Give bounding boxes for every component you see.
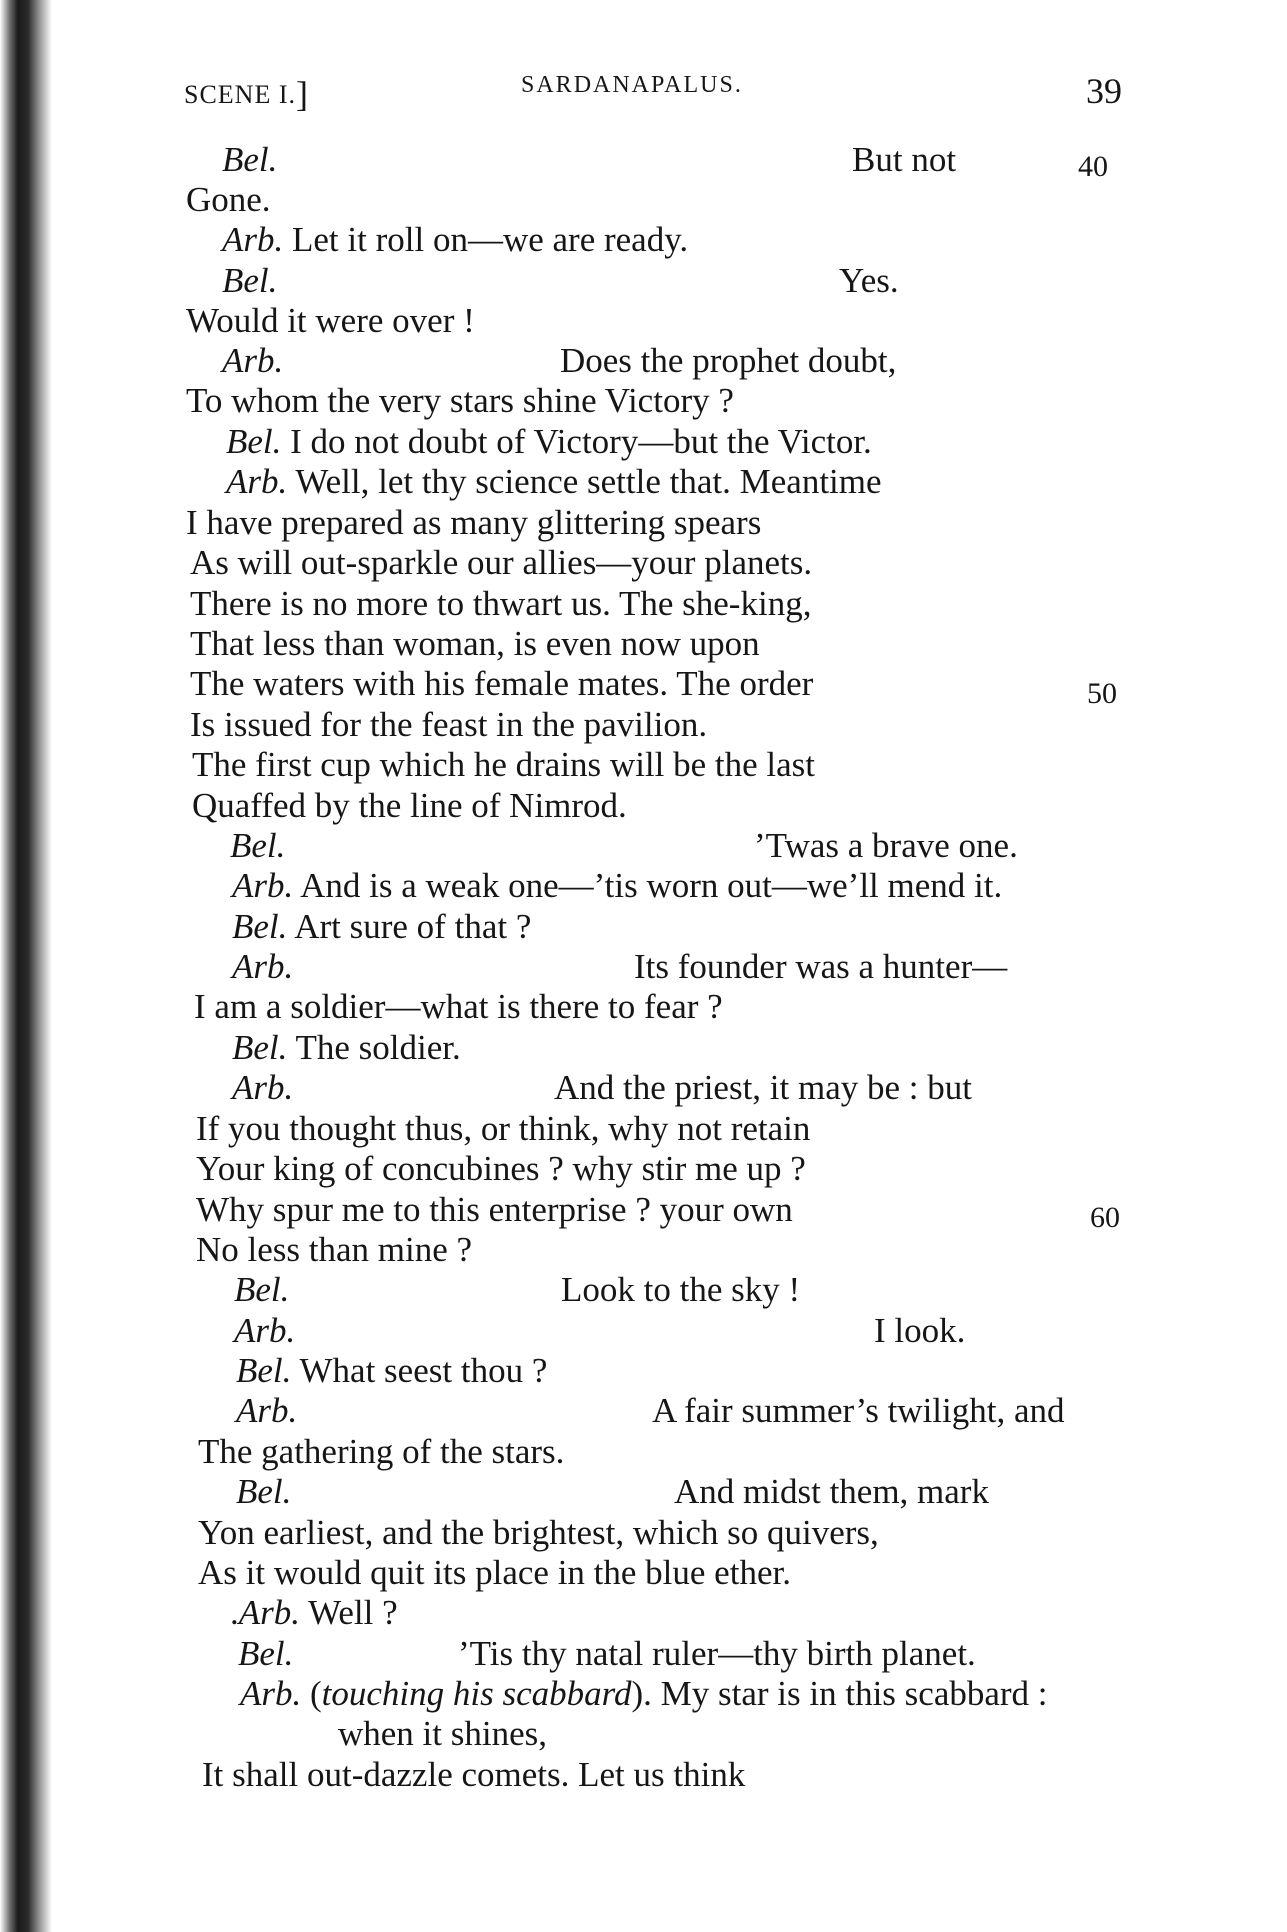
verse-line	[236, 1472, 989, 1512]
verse-line: If you thought thus, or think, why not retain	[196, 1109, 811, 1148]
speaker-bel: Bel.	[222, 140, 278, 179]
verse-line: No less than mine ?	[196, 1230, 473, 1269]
verse-line: Quaffed by the line of Nimrod.	[192, 786, 627, 825]
verse-line: The waters with his female mates. The order	[190, 664, 814, 703]
speaker-bel: Bel.	[236, 1351, 292, 1390]
verse-line	[222, 261, 899, 301]
line-text: ). My star is in this scabbard :	[631, 1674, 1048, 1713]
speaker-bel: Bel.	[232, 907, 288, 946]
line-text: I do not doubt of Victory—but the Victor.	[290, 422, 872, 461]
speaker-bel: Bel.	[238, 1634, 294, 1673]
page-number: 39	[1086, 71, 1122, 111]
speaker-bel: Bel.	[234, 1270, 290, 1309]
verse-line	[226, 462, 882, 502]
verse-line	[232, 1068, 972, 1108]
verse-line	[238, 1634, 976, 1674]
verse-line	[232, 1028, 461, 1068]
line-text: Well, let thy science settle that. Meantime	[295, 462, 882, 501]
paren-open: (	[310, 1674, 322, 1713]
speaker-arb: Arb.	[222, 220, 284, 259]
scene-heading	[184, 70, 309, 112]
speaker-arb: Arb.	[226, 462, 288, 501]
verse-line: Is issued for the feast in the pavilion.	[190, 705, 708, 744]
line-number-50: 50	[1087, 677, 1117, 710]
line-text: ’Twas a brave one.	[754, 826, 1018, 865]
verse-line: Your king of concubines ? why stir me up ?	[196, 1149, 806, 1188]
line-text: Let it roll on—we are ready.	[292, 220, 689, 259]
line-number-40: 40	[1078, 150, 1108, 183]
running-title: SARDANAPALUS.	[521, 72, 743, 98]
verse-line	[232, 907, 531, 947]
speaker-bel: Bel.	[230, 826, 286, 865]
speaker-arb: Arb.	[222, 341, 284, 380]
verse-line: Yon earliest, and the brightest, which so quivers,	[198, 1513, 879, 1552]
verse-line	[230, 1593, 398, 1633]
speaker-arb: Arb.	[236, 1391, 298, 1430]
line-text: What seest thou ?	[299, 1351, 548, 1390]
verse-line: That less than woman, is even now upon	[190, 624, 760, 663]
stage-direction: touching his scabbard	[321, 1674, 632, 1713]
line-text: Does the prophet doubt,	[560, 341, 897, 380]
verse-line: There is no more to thwart us. The she-king,	[190, 584, 812, 623]
line-text: ’Tis thy natal ruler—thy birth planet.	[458, 1634, 976, 1673]
line-text: Its founder was a hunter—	[634, 947, 1008, 986]
line-text: I look.	[874, 1311, 966, 1350]
line-text: A fair summer’s twilight, and	[652, 1391, 1065, 1430]
line-number-60: 60	[1090, 1201, 1120, 1234]
verse-line: The first cup which he drains will be the last	[192, 745, 816, 784]
verse-line: To whom the very stars shine Victory ?	[186, 381, 734, 420]
scene-bracket: ]	[296, 74, 309, 114]
verse-line	[232, 947, 1008, 987]
speaker-bel: Bel.	[226, 422, 282, 461]
line-text: And midst them, mark	[674, 1472, 989, 1511]
line-text: The soldier.	[295, 1028, 461, 1067]
speaker-arb: Arb.	[232, 947, 294, 986]
verse-line: I have prepared as many glittering spears	[186, 503, 762, 542]
binding-gutter-shadow	[0, 0, 52, 1932]
speaker-arb: Arb.	[232, 1068, 294, 1107]
verse-line	[230, 826, 1018, 866]
verse-line: Would it were over !	[186, 301, 475, 340]
verse-line	[226, 422, 872, 462]
line-text: And is a weak one—’tis worn out—we’ll mend it.	[300, 866, 1003, 905]
verse-line	[232, 866, 1002, 906]
verse-line	[234, 1270, 801, 1310]
verse-line: As will out-sparkle our allies—your planets.	[190, 543, 813, 582]
speaker-arb: Arb.	[232, 866, 294, 905]
speaker-arb: Arb.	[240, 1674, 302, 1713]
line-text: Look to the sky !	[561, 1270, 801, 1309]
line-text: Yes.	[839, 261, 899, 300]
verse-line: As it would quit its place in the blue ether.	[198, 1553, 791, 1592]
speaker-bel: Bel.	[232, 1028, 288, 1067]
line-text: Well ?	[308, 1593, 398, 1632]
verse-line-continuation: when it shines,	[338, 1714, 548, 1753]
verse-line: Gone.	[186, 180, 271, 219]
verse-line	[234, 1311, 966, 1351]
verse-line	[236, 1391, 1065, 1431]
verse-line	[236, 1351, 547, 1391]
verse-line: The gathering of the stars.	[198, 1432, 565, 1471]
line-text: And the priest, it may be : but	[554, 1068, 972, 1107]
verse-line: I am a soldier—what is there to fear ?	[194, 987, 723, 1026]
scene-label: SCENE I.	[184, 80, 296, 109]
verse-line	[222, 341, 897, 381]
line-text: Art sure of that ?	[294, 907, 532, 946]
verse-line	[222, 140, 957, 180]
speaker-arb: Arb.	[238, 1593, 300, 1632]
verse-line	[222, 220, 688, 260]
speaker-arb: Arb.	[234, 1311, 296, 1350]
speaker-bel: Bel.	[222, 261, 278, 300]
line-text: But not	[852, 140, 957, 179]
speaker-bel: Bel.	[236, 1472, 292, 1511]
stray-mark: .	[230, 1593, 239, 1632]
verse-line	[240, 1674, 1048, 1714]
verse-line: Why spur me to this enterprise ? your own	[196, 1190, 793, 1229]
verse-line: It shall out-dazzle comets. Let us think	[202, 1755, 746, 1794]
